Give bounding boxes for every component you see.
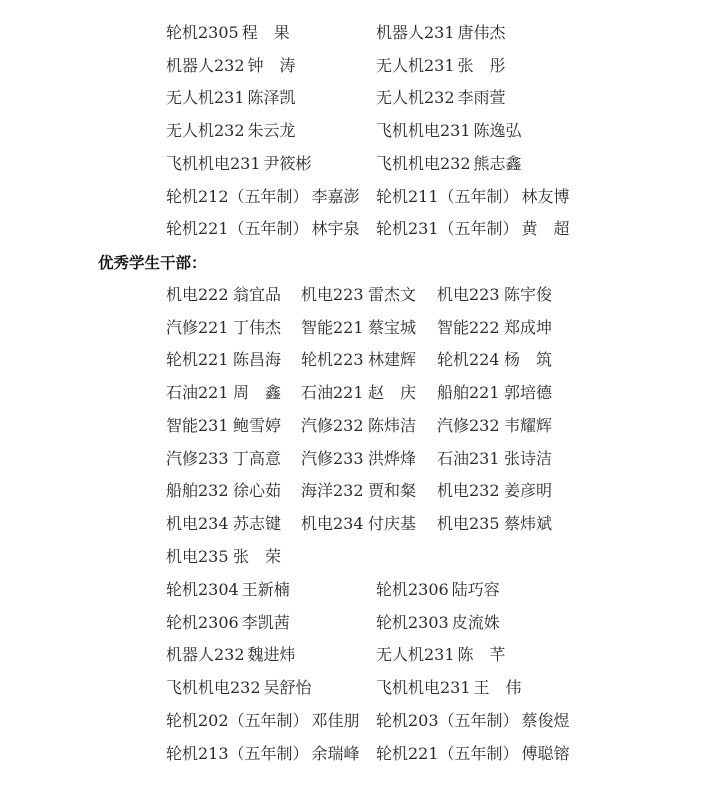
section-heading: 优秀学生干部： (98, 254, 207, 272)
student-name: 朱云龙 (247, 121, 296, 141)
student-name: 韦耀辉 (504, 415, 553, 435)
class-label: 轮机231（五年制） (376, 219, 519, 239)
class-label: 机电232 (437, 481, 500, 501)
student-name: 陈泽凯 (247, 88, 296, 108)
class-label: 轮机2304 (166, 580, 239, 599)
student-name: 蔡炜斌 (504, 513, 553, 533)
class-label: 汽修221 (166, 317, 229, 337)
class-label: 机电223 (437, 285, 500, 304)
class-label: 智能222 (437, 317, 500, 337)
student-name: 郭培德 (504, 383, 553, 403)
class-label: 汽修233 (301, 448, 364, 468)
class-label: 汽修232 (437, 415, 500, 435)
student-name: 郑成坤 (504, 317, 553, 337)
student-name: 钟 涛 (247, 55, 296, 75)
student-name: 徐心茹 (233, 481, 282, 501)
student-name: 周 鑫 (233, 383, 282, 403)
student-name: 吴舒怡 (263, 678, 312, 698)
student-name: 张诗洁 (504, 448, 553, 468)
student-name: 陈宇俊 (504, 285, 553, 304)
list-row (0, 478, 720, 504)
class-label: 飞机机电232 (166, 678, 261, 698)
student-name: 李嘉澎 (311, 186, 360, 206)
class-label: 海洋232 (301, 481, 364, 501)
student-name: 王新楠 (241, 580, 290, 599)
class-label: 机电223 (301, 285, 364, 304)
student-name: 蔡俊煜 (521, 710, 570, 730)
list-row (0, 85, 720, 111)
class-label: 飞机机电231 (376, 121, 471, 141)
class-label: 智能231 (166, 415, 229, 435)
class-label: 船舶232 (166, 481, 229, 501)
list-row (0, 151, 720, 177)
class-label: 汽修233 (166, 448, 229, 468)
class-label: 机器人231 (376, 23, 455, 42)
list-row (0, 741, 720, 767)
class-label: 机电234 (301, 513, 364, 533)
list-row (0, 315, 720, 341)
class-label: 飞机机电231 (376, 678, 471, 698)
list-row (0, 413, 720, 439)
class-label: 机电235 (166, 546, 229, 566)
student-name: 黄 超 (521, 219, 570, 239)
list-row (0, 20, 720, 46)
class-label: 飞机机电232 (376, 153, 471, 173)
student-name: 雷杰文 (368, 285, 417, 304)
list-row (0, 511, 720, 537)
class-label: 机器人232 (166, 55, 245, 75)
class-label: 无人机232 (166, 121, 245, 141)
class-label: 船舶221 (437, 383, 500, 403)
list-row (0, 708, 720, 734)
class-label: 飞机机电231 (166, 153, 261, 173)
student-name: 陆巧容 (451, 580, 500, 599)
student-name: 鲍雪婷 (233, 415, 282, 435)
student-name: 魏进炜 (247, 645, 296, 665)
student-name: 皮流姝 (451, 612, 500, 632)
class-label: 轮机223 (301, 350, 364, 370)
class-label: 无人机231 (166, 88, 245, 108)
student-name: 洪烨烽 (368, 448, 417, 468)
class-label: 机电235 (437, 513, 500, 533)
student-name: 付庆基 (368, 513, 417, 533)
student-name: 丁高意 (233, 448, 282, 468)
class-label: 石油221 (301, 383, 364, 403)
class-label: 机电222 (166, 285, 229, 304)
list-row (0, 610, 720, 636)
student-name: 赵 庆 (368, 383, 417, 403)
student-name: 傅聪镕 (521, 743, 570, 763)
student-name: 程 果 (241, 23, 290, 42)
student-name: 陈逸弘 (473, 121, 522, 141)
class-label: 石油231 (437, 448, 500, 468)
list-row (0, 216, 720, 242)
list-row (0, 675, 720, 701)
list-row (0, 380, 720, 406)
class-label: 轮机221（五年制） (166, 219, 309, 239)
class-label: 轮机212（五年制） (166, 186, 309, 206)
class-label: 轮机211（五年制） (376, 186, 519, 206)
student-name: 王 伟 (473, 678, 522, 698)
student-name: 林建辉 (368, 350, 417, 370)
list-row (0, 544, 720, 570)
student-name: 熊志鑫 (473, 153, 522, 173)
student-name: 李雨萱 (457, 88, 506, 108)
student-name: 翁宜品 (233, 285, 282, 304)
list-row (0, 642, 720, 668)
student-name: 蔡宝城 (368, 317, 417, 337)
student-name: 苏志键 (233, 513, 282, 533)
student-name: 陈昌海 (233, 350, 282, 370)
class-label: 轮机2303 (376, 612, 449, 632)
class-label: 汽修232 (301, 415, 364, 435)
student-name: 张 彤 (457, 55, 506, 75)
class-label: 轮机221（五年制） (376, 743, 519, 763)
class-label: 轮机203（五年制） (376, 710, 519, 730)
list-row (0, 53, 720, 79)
class-label: 无人机231 (376, 55, 455, 75)
student-name: 余瑞峰 (311, 743, 360, 763)
student-name: 唐伟杰 (457, 23, 506, 42)
class-label: 轮机202（五年制） (166, 710, 309, 730)
class-label: 石油221 (166, 383, 229, 403)
student-name: 张 荣 (233, 546, 282, 566)
student-name: 尹筱彬 (263, 153, 312, 173)
list-row (0, 118, 720, 144)
class-label: 机器人232 (166, 645, 245, 665)
student-name: 丁伟杰 (233, 317, 282, 337)
list-row (0, 347, 720, 373)
class-label: 轮机213（五年制） (166, 743, 309, 763)
student-name: 林友博 (521, 186, 570, 206)
class-label: 轮机221 (166, 350, 229, 370)
student-name: 杨 筑 (504, 350, 553, 370)
list-row (0, 577, 720, 603)
list-row (0, 184, 720, 210)
student-name: 贾和粲 (368, 481, 417, 501)
class-label: 轮机2306 (166, 612, 239, 632)
student-name: 陈炜洁 (368, 415, 417, 435)
student-name: 姜彦明 (504, 481, 553, 501)
class-label: 无人机232 (376, 88, 455, 108)
student-name: 陈 芊 (457, 645, 506, 665)
class-label: 无人机231 (376, 645, 455, 665)
list-row (0, 446, 720, 472)
class-label: 轮机224 (437, 350, 500, 370)
class-label: 轮机2306 (376, 580, 449, 599)
student-name: 李凯茜 (241, 612, 290, 632)
class-label: 智能221 (301, 317, 364, 337)
list-row (0, 282, 720, 308)
class-label: 机电234 (166, 513, 229, 533)
class-label: 轮机2305 (166, 23, 239, 42)
student-name: 邓佳朋 (311, 710, 360, 730)
student-name: 林宇泉 (311, 219, 360, 239)
